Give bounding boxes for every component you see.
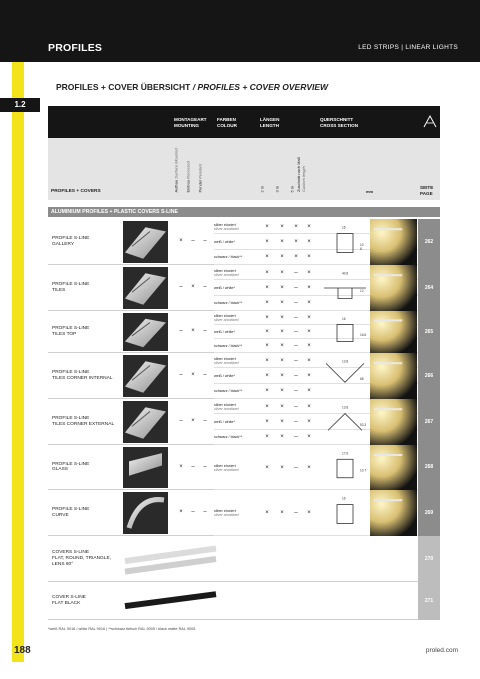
length-mark: – (294, 314, 298, 321)
variant-colour (214, 314, 239, 323)
page-reference[interactable]: 270 (418, 536, 440, 582)
mount-mark: – (179, 284, 183, 290)
product-name-line: PROFILE S-LINE (52, 416, 90, 421)
dimension-label: 17.6 (342, 451, 349, 456)
variant-colour (214, 223, 239, 232)
length-mark: × (265, 328, 269, 335)
page-col-label (420, 185, 433, 196)
length-mark: × (265, 222, 269, 230)
table-row (48, 490, 440, 536)
variant-colour-de: schwarz / black** (214, 344, 243, 348)
cross-section-drawing (320, 492, 370, 534)
length-mark: × (280, 402, 284, 410)
light-effect-image (370, 219, 417, 265)
dimension-label: 13.8 (342, 359, 349, 364)
table-row (48, 582, 440, 620)
light-effect-image (370, 490, 417, 536)
length-mark: – (294, 417, 298, 425)
product-photo (123, 538, 218, 580)
length-custom-label (297, 157, 306, 192)
product-photo (123, 221, 168, 263)
variant-colour-en: silver anodised (214, 467, 239, 472)
col-cross-en: CROSS SECTION (320, 122, 359, 128)
section-label: LED STRIPS | LINEAR LIGHTS (358, 44, 458, 51)
table-row (48, 353, 440, 399)
table-row (48, 265, 440, 311)
table-row (48, 219, 440, 265)
length-mark: – (294, 342, 298, 349)
product-name-line: PROFILE S-LINE (52, 236, 90, 241)
light-effect-image (370, 311, 417, 353)
variant-colour (214, 255, 242, 259)
length-mark: – (294, 371, 298, 379)
light-effect-image (370, 445, 417, 490)
product-name-line: FLAT, ROUND, TRIANGLE, (52, 555, 111, 561)
page-reference[interactable]: 266 (418, 353, 440, 399)
col-colour-de: FARBEN (217, 117, 236, 122)
cross-section-drawing (320, 221, 370, 263)
product-name (52, 236, 89, 248)
variant-colour-de: weiß / white* (214, 330, 235, 334)
product-photo-svg (123, 401, 168, 443)
mount-mark: × (191, 372, 195, 378)
light-angle-icon (423, 114, 437, 128)
length-mark: × (265, 509, 269, 516)
table-row (48, 445, 440, 490)
length-mark: × (280, 314, 284, 321)
light-effect-image (370, 399, 417, 445)
variant-colour-de: schwarz / black** (214, 301, 243, 306)
light-effect-image (370, 353, 417, 399)
heading-en: / PROFILES + COVER OVERVIEW (192, 82, 329, 92)
variant-colour (214, 269, 239, 278)
product-name-line: GLASS (52, 467, 68, 473)
dimension-label: 10 (360, 243, 364, 247)
length-mark: × (307, 509, 311, 516)
mount-mark: – (203, 328, 207, 334)
mount-mark: – (179, 372, 183, 378)
variant-colour (214, 389, 242, 393)
variant-colour-de: silber eloxiert (214, 509, 236, 513)
product-photo (123, 355, 168, 397)
variant-colour (214, 286, 235, 290)
mount-mark: – (203, 509, 207, 515)
variant-colour-en: silver anodised (214, 406, 239, 411)
length-mark: × (265, 253, 269, 261)
light-effect-image (370, 265, 417, 311)
length-mark: × (280, 222, 284, 230)
product-photo-svg (123, 538, 218, 580)
product-photo-svg (123, 355, 168, 397)
length-mark: × (307, 299, 311, 307)
dimension-label: 8 (360, 247, 362, 251)
product-photo (123, 447, 168, 488)
variant-colour-de: silber eloxiert (214, 314, 236, 318)
col-mounting-en: MOUNTING (174, 122, 200, 128)
length-mark: × (307, 387, 311, 395)
length-mark: × (307, 268, 311, 276)
dimension-label: 16 (342, 496, 346, 501)
label-profiles-covers: PROFILES + COVERS (51, 189, 101, 194)
variant-colour-en: silver anodised (214, 318, 239, 323)
product-photo-svg (123, 584, 218, 618)
product-photo (123, 584, 218, 618)
length-mark: × (280, 463, 284, 471)
length-mark: × (265, 356, 269, 364)
length-mark: × (307, 314, 311, 321)
page-number: 188 (14, 645, 31, 656)
length-mark: × (307, 463, 311, 471)
cross-section-drawing (320, 355, 370, 397)
table-row (48, 536, 440, 582)
length-mark: × (265, 371, 269, 379)
length-mark: × (307, 237, 311, 245)
mount-mark: – (191, 463, 195, 470)
variant-colour (214, 420, 235, 424)
product-name-line: COVER S-LINE (52, 595, 86, 600)
length-mark: × (307, 433, 311, 441)
variant-colour (214, 357, 239, 366)
length-mark: × (294, 222, 298, 230)
length-mark: × (294, 237, 298, 245)
mount-mark: × (179, 509, 183, 515)
variant-colour-en: silver anodised (214, 513, 239, 518)
mount-surface-en: Surface Mounted (173, 147, 179, 179)
variant-colour (214, 344, 242, 348)
product-name (52, 462, 89, 474)
variant-colour-de: weiß / white* (214, 373, 235, 378)
product-name-line: TILES CORNER EXTERNAL (52, 421, 115, 427)
length-mark: × (307, 356, 311, 364)
cross-section-drawing (320, 313, 370, 351)
variant-colour (214, 330, 235, 334)
length-mark: × (280, 387, 284, 395)
col-cross (320, 117, 358, 128)
variant-colour-de: schwarz / black** (214, 389, 243, 394)
length-mark: × (280, 417, 284, 425)
dimension-label: 68 (360, 377, 364, 381)
product-photo-svg (123, 447, 168, 488)
length-mark: × (307, 402, 311, 410)
cross-section-drawing (320, 267, 370, 309)
table-subheader (48, 138, 440, 200)
product-name-line: PROFILE S-LINE (52, 461, 90, 467)
length-mark: – (294, 402, 298, 410)
dimension-label: 12 (360, 289, 364, 293)
variant-colour (214, 403, 239, 412)
cross-section (320, 401, 370, 443)
mount-mark: – (191, 509, 195, 515)
length-5m-label: 5 m (289, 185, 295, 192)
light-effect-svg (370, 219, 417, 265)
variant-colour-en: silver anodised (214, 360, 239, 365)
dimension-label: 40.8 (342, 271, 349, 276)
length-mark: – (294, 268, 298, 276)
variant-colour-en: silver anodised (214, 226, 239, 231)
cross-section (320, 447, 370, 488)
product-name (52, 326, 89, 338)
table-row (48, 399, 440, 445)
mount-mark: – (203, 238, 207, 244)
variant-colour-de: schwarz / black** (214, 435, 243, 440)
table-header (48, 106, 440, 138)
variant-colour-de: weiß / white* (214, 419, 235, 424)
page-reference[interactable]: 268 (418, 445, 440, 490)
product-photo-svg (123, 267, 168, 309)
mount-pendant-de: Pendel (197, 179, 203, 192)
length-mark: × (265, 299, 269, 307)
product-name-line: TILES CORNER INTERNAL (52, 375, 113, 381)
length-custom-en: Custom length (300, 166, 306, 192)
length-mark: × (280, 268, 284, 276)
product-name (52, 370, 113, 382)
col-lengths (260, 117, 279, 128)
length-mark: – (294, 283, 298, 291)
length-mark: × (265, 314, 269, 321)
length-mark: × (265, 237, 269, 245)
mount-mark: – (191, 238, 195, 244)
product-name (52, 507, 89, 519)
variant-colour-de: schwarz / black** (214, 255, 243, 260)
variant-colour (214, 509, 239, 518)
category-header: ALUMINIUM PROFILES + PLASTIC COVERS S-LINE (48, 207, 440, 217)
mount-recessed-en: Recessed (185, 160, 191, 179)
product-name-line: PROFILE S-LINE (52, 282, 90, 287)
page-col-en: PAGE (420, 190, 433, 196)
variant-colour (214, 240, 235, 244)
section-heading (56, 82, 328, 92)
dimension-label: 16.6 (360, 333, 367, 337)
mount-mark: – (203, 372, 207, 378)
product-name-line: TILES (52, 287, 66, 293)
mount-mark: – (203, 418, 207, 424)
product-photo (123, 267, 168, 309)
variant-colour (214, 435, 242, 439)
length-mark: × (307, 222, 311, 230)
length-mark: × (280, 371, 284, 379)
mount-mark: – (179, 418, 183, 424)
variant-colour-de: weiß / white* (214, 239, 235, 244)
page-reference[interactable]: 265 (418, 311, 440, 353)
product-name (52, 595, 86, 607)
mount-recessed-de: Einbau (185, 179, 191, 192)
product-name-line: GALLERY (52, 241, 75, 247)
product-photo-svg (123, 313, 168, 351)
page-reference[interactable]: 264 (418, 265, 440, 311)
mount-mark: × (179, 463, 183, 470)
col-cross-de: QUERSCHNITT (320, 117, 354, 122)
page-title: PROFILES (48, 42, 103, 54)
mount-surface-label (175, 148, 180, 192)
dimension-label: 53.3 (360, 423, 367, 427)
length-3m-label: 3 m (274, 185, 280, 192)
length-mark: × (307, 417, 311, 425)
product-name-line: FLAT BLACK (52, 600, 81, 606)
mount-mark: × (179, 238, 183, 244)
cross-section (320, 355, 370, 397)
chapter-badge: 1.2 (0, 98, 40, 112)
length-mark: × (294, 253, 298, 261)
length-mark: × (307, 342, 311, 349)
length-mark: – (294, 356, 298, 364)
col-colour-en: COLOUR (217, 122, 237, 128)
length-mark: × (265, 283, 269, 291)
footnote: *weiß RAL 9016 / white RAL 9016 | **schwarz tiefsch RAL 9005 / black matte RAL 9005 (48, 627, 196, 631)
top-bar (0, 0, 480, 62)
length-mark: × (280, 433, 284, 441)
length-2m-label: 2 m (259, 185, 265, 192)
col-colour (217, 117, 237, 128)
light-effect-svg (370, 353, 417, 399)
table-row (48, 311, 440, 353)
length-mark: × (265, 342, 269, 349)
length-mark: × (280, 356, 284, 364)
length-mark: × (280, 237, 284, 245)
dimension-label: 10.7 (360, 468, 367, 473)
variant-colour-de: silber eloxiert (214, 356, 236, 361)
accent-bar (12, 62, 24, 662)
product-name-line: TILES TOP (52, 331, 77, 337)
length-mark: × (307, 253, 311, 261)
length-mark: – (294, 433, 298, 441)
mount-pendant-label (199, 164, 204, 193)
variant-colour-en: silver anodised (214, 272, 239, 277)
variant-colour-de: weiß / white* (214, 285, 235, 290)
page-reference[interactable]: 262 (418, 219, 440, 265)
variant-colour-de: silber eloxiert (214, 268, 236, 273)
length-mark: × (265, 417, 269, 425)
product-photo (123, 313, 168, 351)
product-photo (123, 401, 168, 443)
length-mark: – (294, 299, 298, 307)
length-mark: × (280, 509, 284, 516)
cross-section (320, 313, 370, 351)
light-effect-svg (370, 445, 417, 490)
variant-colour-de: silber eloxiert (214, 402, 236, 407)
length-mark: × (280, 342, 284, 349)
dimension-label: 13.8 (342, 405, 349, 410)
length-mark: × (280, 299, 284, 307)
product-photo-svg (123, 492, 168, 534)
col-mounting (174, 117, 207, 128)
page-reference[interactable]: 269 (418, 490, 440, 536)
mount-mark: × (191, 284, 195, 290)
page-reference[interactable]: 271 (418, 582, 440, 620)
product-name (52, 282, 89, 294)
length-mark: – (294, 463, 298, 471)
product-name-line: PROFILE S-LINE (52, 326, 90, 331)
mount-mark: × (191, 328, 195, 334)
light-effect-svg (370, 311, 417, 353)
length-mark: × (280, 283, 284, 291)
length-mark: – (294, 387, 298, 395)
cross-section (320, 492, 370, 534)
unit-label: mm (366, 189, 374, 194)
length-custom-de: Zuschnitt nach Maß (296, 156, 301, 192)
col-lengths-en: LENGTH (260, 122, 279, 128)
length-mark: – (294, 328, 298, 335)
variant-colour (214, 301, 242, 305)
length-mark: × (265, 433, 269, 441)
product-photo-svg (123, 221, 168, 263)
product-name (52, 550, 111, 567)
mount-pendant-en: Pendant (197, 163, 203, 179)
cross-section (320, 267, 370, 309)
page-reference[interactable]: 267 (418, 399, 440, 445)
length-mark: – (294, 509, 298, 516)
length-mark: × (280, 328, 284, 335)
product-name-line: PROFILE S-LINE (52, 507, 90, 512)
col-mounting-de: MONTAGEART (174, 117, 207, 122)
variant-colour-de: silber eloxiert (214, 222, 236, 227)
product-name-line: CURVE (52, 512, 69, 518)
length-mark: × (307, 328, 311, 335)
heading-de: PROFILES + COVER ÜBERSICHT (56, 82, 191, 92)
dimension-label: 16 (342, 225, 346, 230)
product-name-line: LENS 60° (52, 561, 74, 567)
length-mark: × (265, 268, 269, 276)
variant-colour (214, 464, 239, 473)
mount-mark: × (191, 418, 195, 424)
product-name (52, 416, 114, 428)
variant-colour (214, 374, 235, 378)
length-mark: × (265, 463, 269, 471)
cross-section (320, 221, 370, 263)
length-mark: × (265, 387, 269, 395)
light-effect-svg (370, 265, 417, 311)
length-mark: × (280, 253, 284, 261)
light-effect-svg (370, 399, 417, 445)
website: proled.com (425, 647, 458, 654)
page-col-de: SEITE (420, 185, 434, 190)
light-effect-svg (370, 490, 417, 536)
cross-section-drawing (320, 447, 370, 488)
length-mark: × (265, 402, 269, 410)
length-mark: × (307, 283, 311, 291)
product-name-line: PROFILE S-LINE (52, 370, 90, 375)
product-photo (123, 492, 168, 534)
mount-recessed-label (187, 161, 192, 192)
mount-mark: – (203, 284, 207, 290)
mount-mark: – (203, 463, 207, 470)
length-mark: × (307, 371, 311, 379)
cross-section-drawing (320, 401, 370, 443)
mount-surface-de: Aufbau (173, 179, 179, 192)
mount-mark: – (179, 328, 183, 334)
col-lengths-de: LÄNGEN (260, 117, 280, 122)
product-name-line: COVERS S-LINE (52, 550, 90, 555)
variant-colour-de: silber eloxiert (214, 463, 236, 468)
dimension-label: 16 (342, 316, 346, 321)
